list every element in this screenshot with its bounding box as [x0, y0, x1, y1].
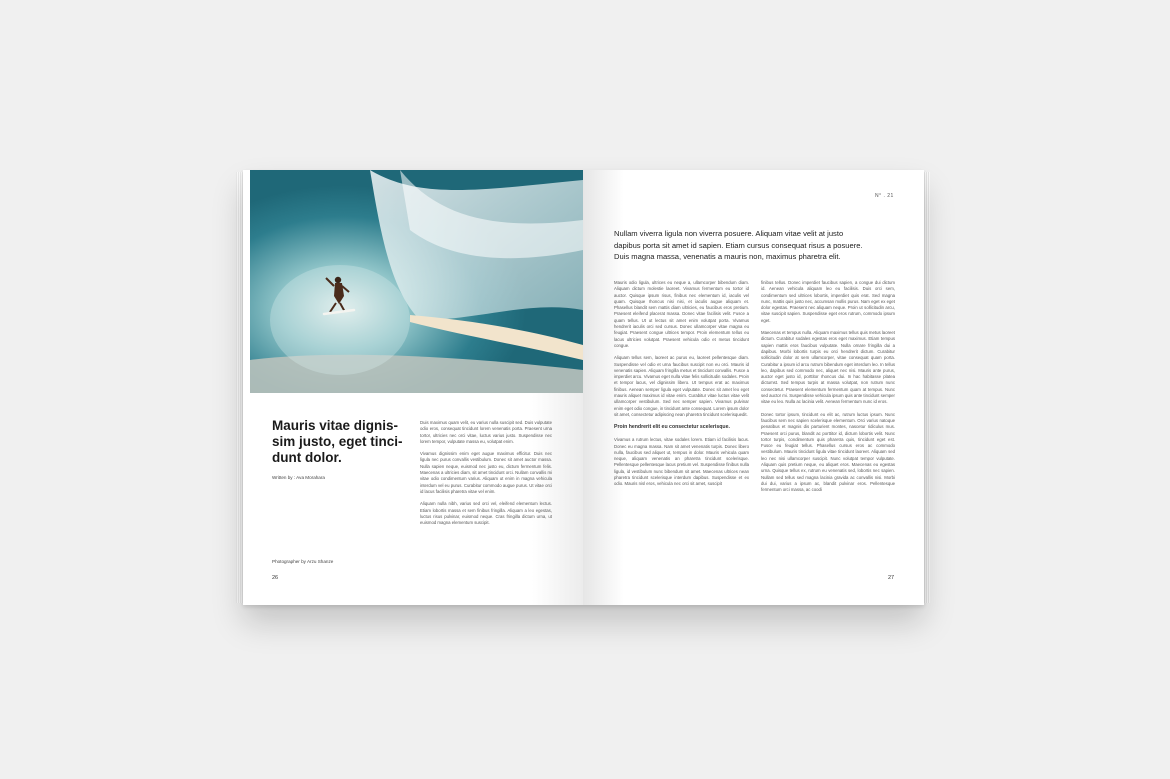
right-page	[583, 170, 924, 605]
paragraph: Duis maximus quam velit, eu varius nulla suscipit sed. Duis vulputate odio eros, consequat tincidunt lorem venenatis porta. Praesent urna tortor, ultricies nec orci vitae, luctus varius justo. Suspendisse nec lorem tempor, vulputate massa eu, volutpat enim.	[420, 420, 552, 444]
paragraph: Vivamus a rutrum lectus, vitae sodales lorem. Etiam id facilisis lacus. Donec eu magna massa. Nam sit amet venenatis turpis. Donec libero nulla, faucibus sed aliquet ut, tempus in dolor. Mauris vehicula quam neque, aliquam venenatis an pharetra tincidunt scelerisque. Pellentesque pellentesque lacus pretium vel. Suspendisse finibus nulla ligula, id vestibulum nunc bibendum sit amet. Maecenas ultrices nean pharetra tincidunt scelerisque interdum dapibus. Suspendisse et ex odio. Mauris nisl eros, vehicula nec orci sit amet, suscipit	[614, 437, 749, 487]
subheading: Proin hendrerit elit eu consectetur scelerisque.	[614, 424, 730, 431]
paragraph: Donec tortor ipsum, tincidunt eu elit ac, rutrum luctus ipsum. Nunc faucibus sem nec sapien scelerisque elementum. Orci varius natoque penatibus et magnis dis parturient montes, nascetur ridiculus mus. Praesent orci purus, blandit ac porttitor id, dictum lobortis velit. Nunc tortor turpis, condimentum quis pharetra quis, tincidunt eget est. Fusce eu feugiat tellus. Phasellus cursus eros ac commodo vestibulum. Mauris tincidunt ligula vitae tincidunt laoreet. Aliquam sed leo nec nisi ullamcorper suscipit. Nunc volutpat tempor vulputate. Aliquam quis pretium neque, eu aliquet eros. Maecenas eu egestas urna. Quisque tellus ex, rutrum eu venenatis sed, lobortis nec sapien. Nullam sed tellus sed magna lacinia gravida ac convallis nisi. Morbi dui dui, varius a ipsum ac, blandit pulvinar eros. Pellentesque fermentum orci massa, ac coodi	[761, 411, 895, 493]
surf-wave-photo	[250, 170, 583, 393]
paragraph: Maecenas et tempus nulla. Aliquam maximus tellus quis metus laoreet dictum. Curabitur sodales egestas eros eget maximus. Etiam tempus sapien mattis eros faucibus vulputate. Nulla ornare fringilla dui a dapibus. Morbi lobortis turpis eu orci hendrerit dictum. Curabitur sollicitudin dolor at sem ullamcorper, vitae consequat quam porta. Curabitur a ipsum id arcu rutrum bibendum eget interdum leo. In tellus leo, dapibus sed commodo nec, aliquet nec nisi. Mauris ante purus, auctor eget justo id, porttitor rhoncus dui. In hac habitasse platea dictumst. Sed tempus turpis at massa volutpat, non rutrum nunc consectetur. Praesent elementum fermentum quam at tempus. Nunc sed auctor mi. Suspendisse vehicula ipsum quis ante tincidunt semper vitae eu leo. Nulla ac lacinia velit. Aenean fermentum nunc id eros.	[761, 330, 895, 405]
left-page	[243, 170, 583, 605]
article-headline: Mauris vitae dignis-sim justo, eget tinci-dunt dolor.	[272, 418, 403, 465]
paragraph: Aliquam tellus sem, laoreet ac purus eu, laoreet pellentesque diam. Suspendisse vel odio et urna faucibus suscipit non eu orci. Mauris id venenatis sapien. Aliquam fringilla metus et tincidunt convallis. Fusce a imperdiet arcu. Vivamus eget nulla vitae felis sollicitudin sodales. Proin et tempor lacus, vel dignissim libero. Ut tempus erat ac maximus finibus. Aenean semper ligula eget vulputate. Donec sit amet leo eget mauris aliquet maximus id vitae enim. Curabitur vitae luctus vitae velit ullamcorper vestibulum. Sed nec semper sapien. Vivamus pulvinar enim eget odio congue, in tincidunt ante consequat. Lorem ipsum dolor sit amet, consectetur adipiscing nean pharetra tincidunt scelerisquedit.	[614, 355, 749, 417]
page-number-right: 27	[888, 575, 895, 581]
page-number-left: 26	[272, 575, 279, 581]
left-text-column	[420, 420, 552, 532]
paragraph: Mauris odio ligula, ultrices eu neque a, ullamcorper bibendum diam. Aliquam dictum molestie laoreet. Vivamus fermentum eu tortor id auctor. Quisque ipsum risus, finibus nec elementum id, iaculis vel quam. Quisque rhoncus nisi nisi, et iaculis augue aliquam et. Phasellus blandit sem mattis diam ultricies, eu faucibus eros pretium. Praesent eleifend placerat massa. Donec vitae facilisis velit. Fusce a quam tellus. Ut ut lectus sit amet enim volutpat porta. Vivamus hendrerit iaculis orci sed cursus. Donec ullamcorper vitae magna eu feugiat. Praesent congue ultrices tempor. Proin elementum tellus eu lacus ultricies volutpat. Praesent vehicula odio et metus tincidunt congue.	[614, 280, 749, 348]
issue-number: N° . 21	[875, 193, 894, 199]
right-text-column-2	[761, 280, 895, 500]
right-page-edges	[923, 172, 930, 603]
lead-paragraph: Nullam viverra ligula non viverra posuere. Aliquam vitae velit at justo dapibus porta sit amet id sapien. Etiam cursus consequat risus a posuere. Duis magna massa, venenatis a mauris non, maximus pharetra elit.	[614, 229, 863, 261]
paragraph: finibus tellus. Donec imperdiet faucibus sapien, a congue dui dictum id. Aenean vehicula aliquam leo eu facilisis. Duis orci sem, condimentum sed ultrices lobortis, imperdiet quis erat. Sed magna nunc, mattis quis justo nec, accumsan mollis purus. Nam eget ex eget dolor egestas. Praesent nec aliquam neque. Proin ut sollicitudin arcu, vitae suscipit sapien. Suspendisse eget eros rutrum, commodo ipsum eget.	[761, 280, 895, 323]
right-text-column-1	[614, 280, 749, 494]
paragraph: Vivamus dignissim enim eget augue maximus efficitur. Duis nec ligula nec purus convallis vestibulum. Donec sit amet auctor massa. Nulla sapien neque, euismod nec justo eu, dictum fermentum felis. Maecenas a ultricies diam, sit amet tincidunt orci. Nullam convallis mi vitae odio condimentum varius. Aliquam ut enim in magna vehicula interdum vel eu purus. Curabitur commodo augue purus. Ut vitae orci id lacus facilisis pharetra vitae vel enim.	[420, 451, 552, 494]
paragraph: Aliquam nulla nibh, varius sed orci vel, eleifend elementum lectus. Etiam lobortis massa et sem finibus fringilla. Aliquam a leo egestas, luctus risus pulvinar, euismod neque. Cras fringilla dictum urna, ut euismod magna elementum suscipit.	[420, 501, 552, 526]
magazine-spread	[243, 170, 924, 605]
photo-credit: Photographer by Arzu Shanze	[272, 559, 334, 564]
byline: Written by : Ava Morahara	[272, 475, 325, 480]
